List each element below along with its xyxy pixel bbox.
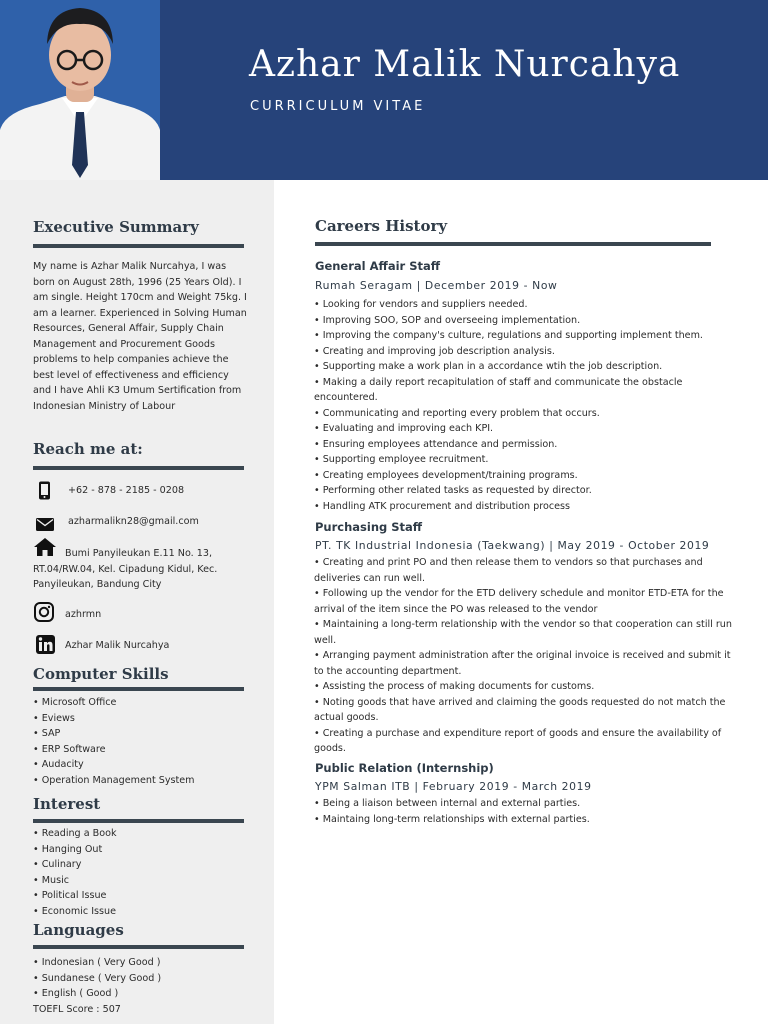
interest-divider — [33, 819, 244, 823]
email-link[interactable]: azharmalikn28@gmail.com — [68, 516, 199, 527]
profile-photo — [0, 0, 160, 180]
list-item: • Creating a purchase and expenditure report of goods and ensure the availability of goods. — [314, 727, 722, 754]
list-item: • Making a daily report recapitulation of staff and communicate the obstacle encountered. — [314, 376, 683, 403]
list-item: • Following up the vendor for the ETD delivery schedule and monitor ETD-ETA for the arrival of the item since the PO was released to the vendor — [314, 588, 724, 615]
list-item: • Ensuring employees attendance and permission. — [314, 438, 558, 450]
list-item: • Looking for vendors and suppliers needed. — [314, 299, 528, 310]
phone-icon — [38, 481, 51, 504]
languages-divider — [33, 945, 244, 949]
job-title: Purchasing Staff — [315, 520, 423, 534]
job-duties — [314, 297, 739, 514]
list-item: • Microsoft Office — [33, 697, 117, 708]
list-item: • Improving the company's culture, regulations and supporting implement them. — [314, 330, 703, 341]
list-item: • Arranging payment administration after the original invoice is received and submit it to the accounting department. — [314, 650, 731, 677]
list-item: • Political Issue — [33, 890, 107, 901]
job-title: Public Relation (Internship) — [315, 761, 494, 775]
skills-list — [33, 695, 253, 788]
interest-heading: Interest — [33, 795, 101, 813]
list-item: • Improving SOO, SOP and overseeing implementation. — [314, 314, 581, 326]
list-item: • Maintaining a long-term relationship with the vendor so that cooperation can still run well. — [314, 619, 732, 646]
list-item: • Hanging Out — [33, 843, 103, 855]
careers-divider — [315, 242, 711, 246]
linkedin-icon — [36, 635, 55, 658]
job-title: General Affair Staff — [315, 259, 441, 273]
job-organization: YPM Salman ITB | February 2019 - March 2019 — [315, 780, 592, 793]
list-item: • Noting goods that have arrived and claiming the goods requested do not match the actual goods. — [314, 696, 726, 723]
list-item: • Being a liaison between internal and external parties. — [314, 798, 581, 809]
contact-heading: Reach me at: — [33, 440, 143, 458]
list-item: • Supporting employee recruitment. — [314, 454, 489, 465]
list-item: • Assisting the process of making documents for customs. — [314, 681, 595, 692]
address-text: Bumi Panyileukan E.11 No. 13, RT.04/RW.04, Kel. Cipadung Kidul, Kec. Panyileukan, Bandung City — [33, 548, 218, 590]
list-item: • Performing other related tasks as requested by director. — [314, 485, 592, 496]
email-icon — [36, 516, 54, 535]
list-item: • ERP Software — [33, 743, 106, 755]
list-item: • Audacity — [33, 759, 84, 770]
list-item: • Evaluating and improving each KPI. — [314, 423, 494, 434]
document-subtitle: CURRICULUM VITAE — [250, 99, 426, 114]
list-item: • Maintaing long-term relationships with external parties. — [314, 813, 590, 825]
languages-heading: Languages — [33, 921, 124, 939]
instagram-icon — [34, 602, 54, 626]
list-item: • Music — [33, 874, 70, 886]
linkedin-link[interactable]: Azhar Malik Nurcahya — [65, 640, 170, 651]
list-item: • Operation Management System — [33, 774, 195, 786]
list-item: • Handling ATK procurement and distribution process — [314, 500, 571, 512]
job-organization: PT. TK Industrial Indonesia (Taekwang) | May 2019 - October 2019 — [315, 539, 710, 552]
list-item: • Creating and print PO and then release them to vendors so that purchases and deliveries can run well. — [314, 557, 703, 584]
interest-list — [33, 826, 253, 919]
job-organization: Rumah Seragam | December 2019 - Now — [315, 279, 558, 292]
person-photo-illustration — [0, 0, 160, 180]
job-duties — [314, 555, 739, 757]
list-item: • Culinary — [33, 859, 82, 870]
skills-divider — [33, 687, 244, 691]
list-item: • English ( Good ) — [33, 988, 119, 999]
careers-heading: Careers History — [315, 217, 448, 235]
person-name: Azhar Malik Nurcahya — [249, 44, 681, 85]
instagram-link[interactable]: azhrmn — [65, 609, 102, 620]
skills-heading: Computer Skills — [33, 665, 169, 683]
phone-number: +62 - 878 - 2185 - 0208 — [68, 485, 185, 496]
languages-list — [33, 955, 253, 1017]
list-item: • Reading a Book — [33, 828, 117, 839]
list-item: • Sundanese ( Very Good ) — [33, 972, 162, 984]
list-item: • Communicating and reporting every problem that occurs. — [314, 407, 600, 419]
list-item: • Creating employees development/training programs. — [314, 469, 578, 481]
summary-divider — [33, 244, 244, 248]
list-item: • SAP — [33, 728, 61, 739]
list-item: • Creating and improving job description analysis. — [314, 345, 555, 357]
list-item: TOEFL Score : 507 — [33, 1003, 121, 1015]
list-item: • Economic Issue — [33, 905, 117, 917]
summary-text: My name is Azhar Malik Nurcahya, I was born on August 28th, 1996 (25 Years Old). I am single. Height 170cm and Weight 75kg. I am a learner. Experienced in Solving Human Resources, General Affair, Supply Chain Management and Procurement Goods problems to help companies achieve the best level of effectiveness and efficiency and I have Ahli K3 Umum Sertification from Indonesian Ministry of Labour — [33, 261, 247, 412]
summary-heading: Executive Summary — [33, 218, 199, 236]
job-duties — [314, 796, 739, 827]
list-item: • Indonesian ( Very Good ) — [33, 957, 161, 968]
list-item: • Eviews — [33, 712, 75, 724]
list-item: • Supporting make a work plan in a accordance wtih the job description. — [314, 361, 663, 372]
header-banner — [0, 0, 768, 180]
contact-divider — [33, 466, 244, 470]
